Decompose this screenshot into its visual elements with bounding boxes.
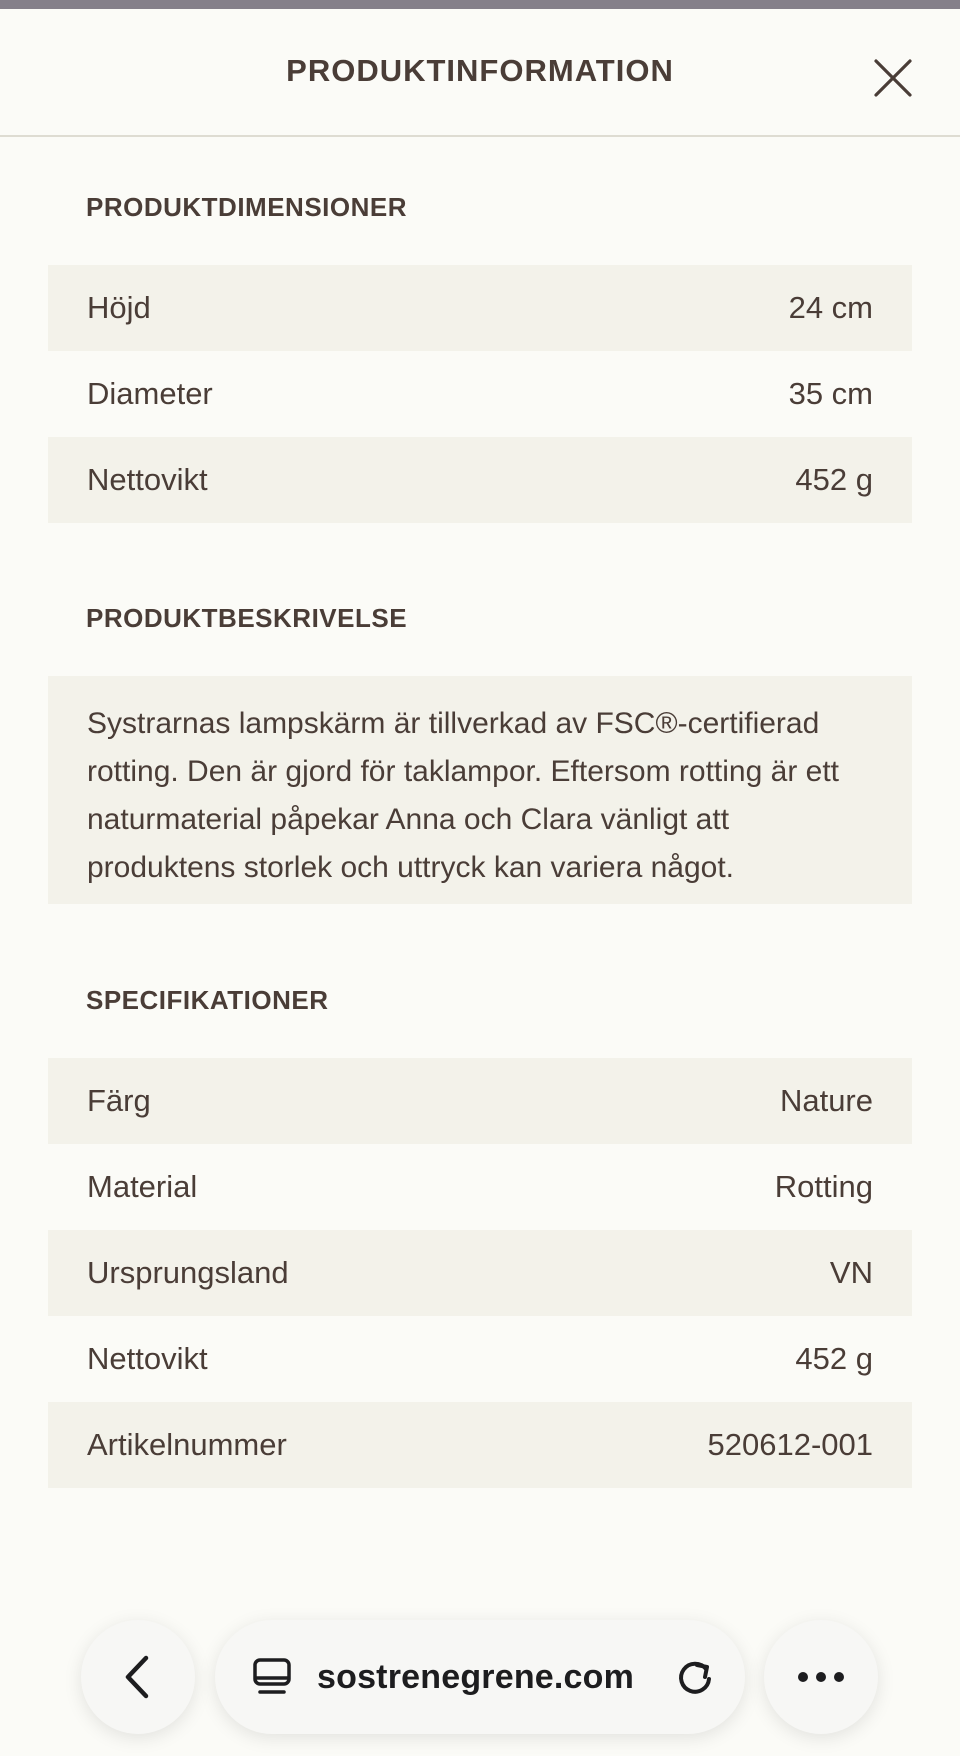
- table-row: [48, 265, 912, 351]
- specifications-table: [48, 1058, 912, 1488]
- table-row: [48, 1230, 912, 1316]
- more-button[interactable]: [764, 1620, 878, 1734]
- row-value: 452 g: [795, 462, 873, 497]
- dimensions-table: [48, 265, 912, 523]
- back-button[interactable]: [81, 1620, 195, 1734]
- description-line: Systrarnas lampskärm är tillverkad av FSC®-certifierad: [87, 707, 820, 740]
- row-label: Artikelnummer: [87, 1427, 287, 1462]
- table-row: [48, 1402, 912, 1488]
- reload-icon[interactable]: [673, 1655, 717, 1699]
- modal-title: PRODUKTINFORMATION: [286, 53, 674, 88]
- tab-overview-icon[interactable]: [251, 1656, 293, 1698]
- row-label: Ursprungsland: [87, 1255, 289, 1290]
- row-label: Nettovikt: [87, 1341, 208, 1376]
- row-value: Nature: [779, 1083, 873, 1118]
- modal-header: [0, 9, 960, 137]
- row-label: Nettovikt: [87, 462, 208, 497]
- row-label: Material: [87, 1169, 198, 1204]
- section-title-specifications: SPECIFIKATIONER: [86, 985, 329, 1015]
- table-row: [48, 1144, 912, 1230]
- row-label: Diameter: [87, 376, 213, 411]
- table-row: [48, 1058, 912, 1144]
- close-icon[interactable]: [868, 53, 918, 103]
- description-line: produktens storlek och uttryck kan variera något.: [87, 851, 734, 884]
- row-label: Färg: [87, 1083, 151, 1118]
- description-line: naturmaterial påpekar Anna och Clara vänligt att: [87, 803, 730, 836]
- section-title-dimensions: PRODUKTDIMENSIONER: [86, 192, 408, 222]
- table-row: [48, 437, 912, 523]
- table-row: [48, 351, 912, 437]
- row-value: Rotting: [774, 1169, 873, 1204]
- address-bar[interactable]: [215, 1620, 745, 1734]
- row-value: 520612-001: [707, 1427, 873, 1462]
- chevron-left-icon: [118, 1652, 158, 1702]
- description-box: [48, 676, 912, 904]
- section-title-description: PRODUKTBESKRIVELSE: [86, 603, 408, 633]
- row-value: 24 cm: [788, 290, 873, 325]
- row-label: Höjd: [87, 290, 151, 325]
- top-strip: [0, 0, 960, 9]
- row-value: 35 cm: [788, 376, 873, 411]
- url-text[interactable]: sostrenegrene.com: [317, 1657, 635, 1696]
- row-value: 452 g: [795, 1341, 873, 1376]
- row-value: VN: [829, 1255, 873, 1290]
- table-row: [48, 1316, 912, 1402]
- description-line: rotting. Den är gjord för taklampor. Eftersom rotting är ett: [87, 755, 839, 788]
- more-icon: [796, 1670, 846, 1684]
